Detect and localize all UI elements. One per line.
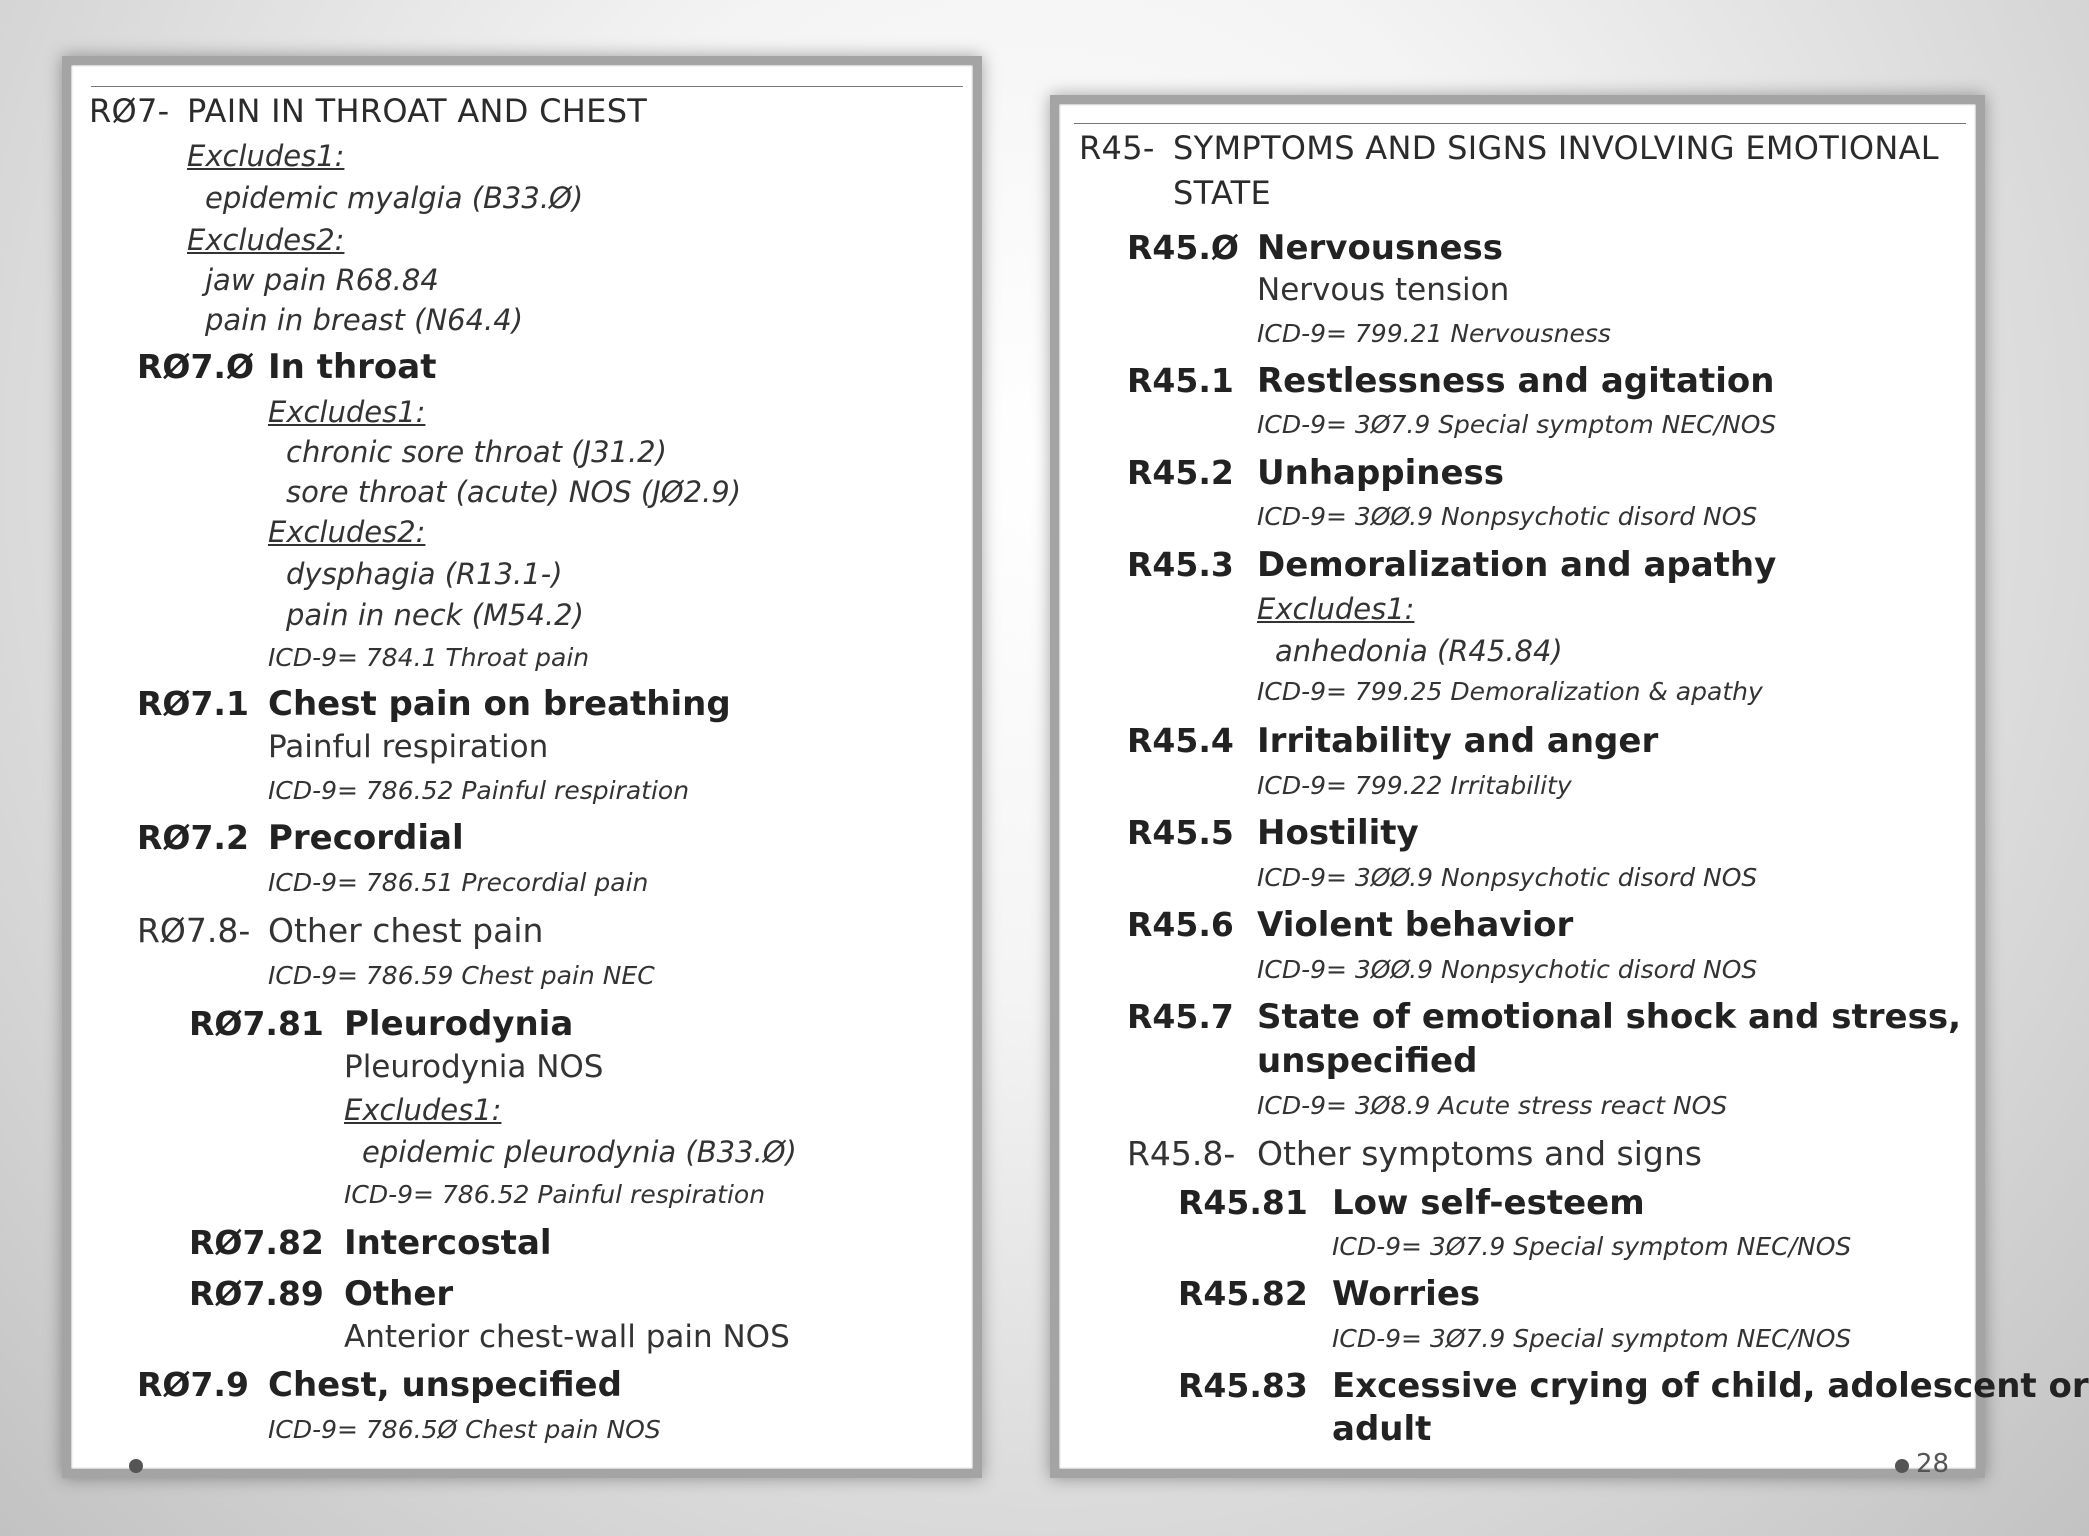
code: RØ7.82 bbox=[189, 1223, 324, 1262]
code-description: Anterior chest-wall pain NOS bbox=[344, 1319, 790, 1355]
code-title: Demoralization and apathy bbox=[1257, 545, 1777, 585]
code-title-line1: State of emotional shock and stress, bbox=[1257, 997, 1962, 1037]
excludes-item: pain in breast (N64.4) bbox=[205, 303, 524, 337]
code: R45.1 bbox=[1127, 361, 1234, 400]
left-page-card bbox=[62, 56, 982, 1478]
icd9-reference: ICD-9= 786.51 Precordial pain bbox=[268, 868, 649, 897]
code-description: Pleurodynia NOS bbox=[344, 1049, 604, 1085]
code-title: Chest, unspecified bbox=[268, 1365, 622, 1405]
top-rule bbox=[91, 86, 963, 87]
code-title: Unhappiness bbox=[1257, 453, 1505, 493]
icd9-reference: ICD-9= 786.5Ø Chest pain NOS bbox=[268, 1415, 661, 1444]
code-title: Intercostal bbox=[344, 1223, 552, 1263]
code-title: Nervousness bbox=[1257, 228, 1503, 268]
excludes2-label: Excludes2: bbox=[268, 515, 426, 549]
category-code: R45- bbox=[1079, 129, 1155, 167]
icd9-reference: ICD-9= 786.52 Painful respiration bbox=[344, 1180, 766, 1209]
code: RØ7.Ø bbox=[137, 347, 255, 386]
code-title: Restlessness and agitation bbox=[1257, 361, 1775, 401]
code: R45.3 bbox=[1127, 545, 1234, 584]
code: R45.83 bbox=[1178, 1366, 1308, 1405]
icd9-reference: ICD-9= 786.59 Chest pain NEC bbox=[268, 961, 655, 990]
icd9-reference: ICD-9= 3Ø8.9 Acute stress react NOS bbox=[1257, 1091, 1728, 1120]
code-title: Other bbox=[344, 1274, 454, 1314]
icd9-reference: ICD-9= 799.22 Irritability bbox=[1257, 771, 1572, 800]
code-title-line2: adult bbox=[1332, 1409, 1432, 1449]
code-title: Precordial bbox=[268, 818, 464, 858]
code-title: Other symptoms and signs bbox=[1257, 1134, 1702, 1173]
excludes-item: pain in neck (M54.2) bbox=[286, 598, 584, 632]
code: RØ7.8- bbox=[137, 911, 251, 950]
icd9-reference: ICD-9= 799.25 Demoralization & apathy bbox=[1257, 677, 1763, 706]
icd9-reference: ICD-9= 784.1 Throat pain bbox=[268, 643, 590, 672]
icd9-reference: ICD-9= 799.21 Nervousness bbox=[1257, 319, 1611, 348]
code: RØ7.1 bbox=[137, 684, 249, 723]
excludes-item: epidemic pleurodynia (B33.Ø) bbox=[362, 1135, 797, 1169]
code: RØ7.9 bbox=[137, 1365, 249, 1404]
code-title-line1: Excessive crying of child, adolescent or bbox=[1332, 1366, 2089, 1406]
code: R45.7 bbox=[1127, 997, 1234, 1036]
excludes1-label: Excludes1: bbox=[268, 395, 426, 429]
code-title: Low self-esteem bbox=[1332, 1183, 1645, 1223]
code-title-line2: unspecified bbox=[1257, 1041, 1478, 1081]
excludes-item: chronic sore throat (J31.2) bbox=[286, 435, 667, 469]
code-title: Other chest pain bbox=[268, 911, 544, 950]
category-title-line1: SYMPTOMS AND SIGNS INVOLVING EMOTIONAL bbox=[1173, 129, 1939, 167]
icd9-reference: ICD-9= 3Ø7.9 Special symptom NEC/NOS bbox=[1332, 1324, 1852, 1353]
code: R45.81 bbox=[1178, 1183, 1308, 1222]
code: R45.8- bbox=[1127, 1134, 1236, 1173]
code-title: Pleurodynia bbox=[344, 1004, 574, 1044]
icd9-reference: ICD-9= 786.52 Painful respiration bbox=[268, 776, 690, 805]
code-title: In throat bbox=[268, 347, 437, 387]
excludes1-label: Excludes1: bbox=[344, 1093, 502, 1127]
code: RØ7.2 bbox=[137, 818, 249, 857]
code-title: Irritability and anger bbox=[1257, 721, 1659, 761]
code: R45.2 bbox=[1127, 453, 1234, 492]
code: R45.5 bbox=[1127, 813, 1234, 852]
icd9-reference: ICD-9= 3ØØ.9 Nonpsychotic disord NOS bbox=[1257, 955, 1758, 984]
excludes-item: epidemic myalgia (B33.Ø) bbox=[205, 181, 584, 215]
code: R45.6 bbox=[1127, 905, 1234, 944]
icd9-reference: ICD-9= 3Ø7.9 Special symptom NEC/NOS bbox=[1257, 410, 1777, 439]
excludes-item: jaw pain R68.84 bbox=[205, 263, 439, 297]
code: RØ7.81 bbox=[189, 1004, 324, 1043]
icd9-reference: ICD-9= 3Ø7.9 Special symptom NEC/NOS bbox=[1332, 1232, 1852, 1261]
category-code: RØ7- bbox=[89, 92, 170, 130]
category-title-line2: STATE bbox=[1173, 174, 1272, 212]
right-page-card bbox=[1050, 95, 2089, 1478]
code: R45.82 bbox=[1178, 1274, 1308, 1313]
excludes-item: sore throat (acute) NOS (JØ2.9) bbox=[286, 475, 742, 509]
code: R45.Ø bbox=[1127, 228, 1239, 267]
category-title: PAIN IN THROAT AND CHEST bbox=[187, 92, 648, 130]
excludes-item: dysphagia (R13.1-) bbox=[286, 557, 563, 591]
code-title: Worries bbox=[1332, 1274, 1481, 1314]
code-title: Chest pain on breathing bbox=[268, 684, 731, 724]
excludes1-label: Excludes1: bbox=[1257, 592, 1415, 626]
bullet-dot-right bbox=[1895, 1459, 1909, 1473]
top-rule bbox=[1074, 123, 1966, 124]
code-description: Painful respiration bbox=[268, 729, 549, 765]
excludes1-label: Excludes1: bbox=[187, 139, 345, 173]
icd9-reference: ICD-9= 3ØØ.9 Nonpsychotic disord NOS bbox=[1257, 863, 1758, 892]
code-title: Hostility bbox=[1257, 813, 1419, 853]
excludes2-label: Excludes2: bbox=[187, 223, 345, 257]
page-number: 28 bbox=[1916, 1449, 1950, 1479]
code-description: Nervous tension bbox=[1257, 272, 1510, 308]
bullet-dot-left bbox=[129, 1459, 143, 1473]
code: R45.4 bbox=[1127, 721, 1234, 760]
code-title: Violent behavior bbox=[1257, 905, 1574, 945]
excludes-item: anhedonia (R45.84) bbox=[1275, 634, 1563, 668]
icd9-reference: ICD-9= 3ØØ.9 Nonpsychotic disord NOS bbox=[1257, 502, 1758, 531]
code: RØ7.89 bbox=[189, 1274, 324, 1313]
